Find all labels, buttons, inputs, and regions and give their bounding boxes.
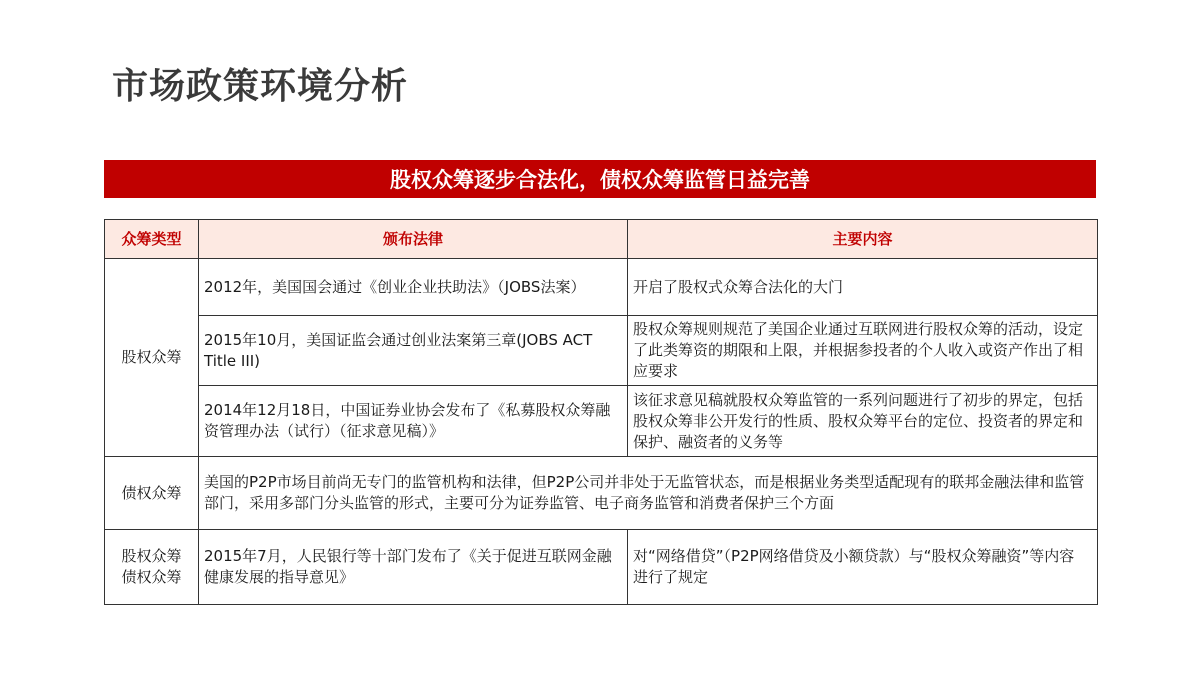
content-cell: 股权众筹规则规范了美国企业通过互联网进行股权众筹的活动，设定了此类筹资的期限和上限，并根据参投者的个人收入或资产作出了相应要求 bbox=[628, 316, 1098, 386]
table-header-row bbox=[105, 220, 1098, 259]
law-cell: 2012年，美国国会通过《创业企业扶助法》（JOBS法案） bbox=[199, 259, 628, 316]
law-cell: 2015年10月，美国证监会通过创业法案第三章(JOBS ACT Title III) bbox=[199, 316, 628, 386]
table-row bbox=[105, 386, 1098, 457]
header-crowdfunding-type: 众筹类型 bbox=[105, 220, 199, 259]
merged-content-cell: 美国的P2P市场目前尚无专门的监管机构和法律，但P2P公司并非处于无监管状态，而是根据业务类型适配现有的联邦金融法律和监管部门，采用多部门分头监管的形式，主要可分为证券监管、电子商务监管和消费者保护三个方面 bbox=[199, 457, 1098, 530]
law-cell: 2014年12月18日，中国证券业协会发布了《私募股权众筹融资管理办法（试行）（征求意见稿）》 bbox=[199, 386, 628, 457]
table-row bbox=[105, 316, 1098, 386]
type-label-debt: 债权众筹 bbox=[121, 568, 182, 586]
type-cell-debt: 债权众筹 bbox=[105, 457, 199, 530]
type-cell-equity: 股权众筹 bbox=[105, 259, 199, 457]
content-cell: 开启了股权式众筹合法化的大门 bbox=[628, 259, 1098, 316]
section-banner: 股权众筹逐步合法化，债权众筹监管日益完善 bbox=[104, 160, 1096, 198]
type-cell-equity-debt bbox=[105, 530, 199, 605]
content-cell: 对“网络借贷”（P2P网络借贷及小额贷款）与“股权众筹融资”等内容进行了规定 bbox=[628, 530, 1098, 605]
header-main-content: 主要内容 bbox=[628, 220, 1098, 259]
table-row bbox=[105, 259, 1098, 316]
type-label-equity: 股权众筹 bbox=[121, 547, 182, 565]
law-cell: 2015年7月，人民银行等十部门发布了《关于促进互联网金融健康发展的指导意见》 bbox=[199, 530, 628, 605]
page-title: 市场政策环境分析 bbox=[112, 66, 409, 107]
table-row bbox=[105, 530, 1098, 605]
policy-table bbox=[104, 219, 1098, 605]
header-law: 颁布法律 bbox=[199, 220, 628, 259]
content-cell: 该征求意见稿就股权众筹监管的一系列问题进行了初步的界定，包括股权众筹非公开发行的性质、股权众筹平台的定位、投资者的界定和保护、融资者的义务等 bbox=[628, 386, 1098, 457]
table-row bbox=[105, 457, 1098, 530]
